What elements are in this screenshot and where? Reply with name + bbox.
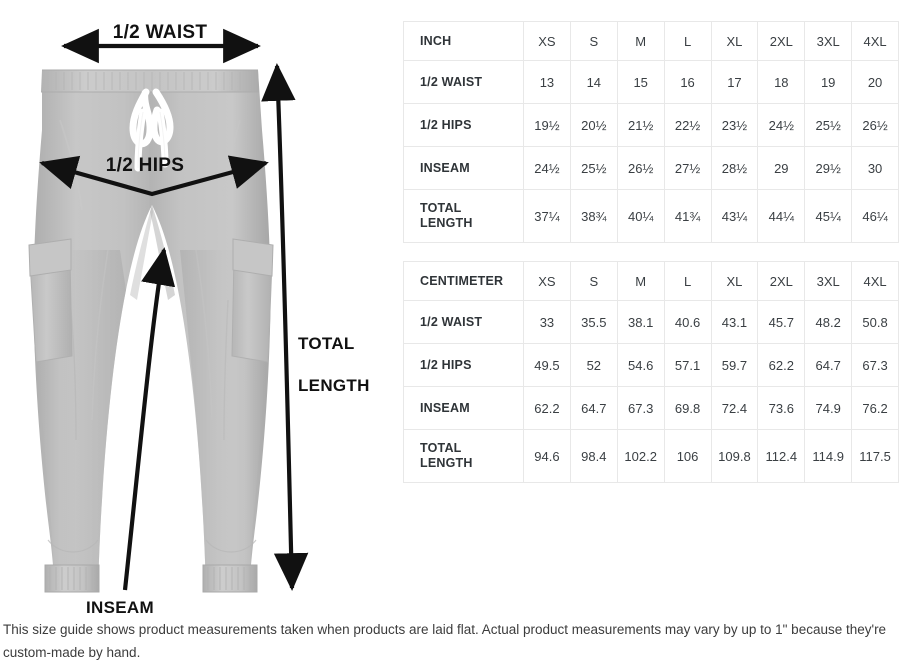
table-row bbox=[404, 344, 899, 387]
unit-header: CENTIMETER bbox=[404, 262, 524, 301]
table-row bbox=[404, 61, 899, 104]
measurement-value: 43.1 bbox=[711, 301, 758, 344]
measurement-value: 13 bbox=[524, 61, 571, 104]
measurement-value: 25½ bbox=[570, 147, 617, 190]
table-row bbox=[404, 430, 899, 483]
measurement-value: 57.1 bbox=[664, 344, 711, 387]
measurement-label-line: INSEAM bbox=[420, 401, 470, 415]
measurement-value: 50.8 bbox=[852, 301, 899, 344]
measurement-value: 37¼ bbox=[524, 190, 571, 243]
measurement-value: 64.7 bbox=[805, 344, 852, 387]
size-header-l: L bbox=[664, 22, 711, 61]
table-header-row bbox=[404, 22, 899, 61]
table-row bbox=[404, 104, 899, 147]
cargo-pocket-left bbox=[29, 239, 72, 362]
size-header-m: M bbox=[617, 22, 664, 61]
waist-label: 1/2 WAIST bbox=[112, 22, 208, 43]
measurement-label-line: LENGTH bbox=[420, 456, 473, 470]
measurement-value: 74.9 bbox=[805, 387, 852, 430]
measurement-value: 14 bbox=[570, 61, 617, 104]
measurement-value: 48.2 bbox=[805, 301, 852, 344]
measurement-value: 20½ bbox=[570, 104, 617, 147]
measurement-value: 29 bbox=[758, 147, 805, 190]
measurement-label-line: TOTAL bbox=[420, 201, 462, 215]
cargo-pocket-right bbox=[232, 239, 273, 362]
measurement-value: 30 bbox=[852, 147, 899, 190]
measurement-value: 72.4 bbox=[711, 387, 758, 430]
measurement-value: 43¼ bbox=[711, 190, 758, 243]
measurement-value: 23½ bbox=[711, 104, 758, 147]
size-header-xl: XL bbox=[711, 262, 758, 301]
size-header-s: S bbox=[570, 22, 617, 61]
total-length-label-line2: LENGTH bbox=[298, 376, 370, 395]
measurement-value: 69.8 bbox=[664, 387, 711, 430]
size-tables-container bbox=[403, 21, 899, 483]
measurement-value: 35.5 bbox=[570, 301, 617, 344]
table-header-row bbox=[404, 262, 899, 301]
measurement-label bbox=[404, 190, 524, 243]
measurement-value: 38¾ bbox=[570, 190, 617, 243]
measurement-label bbox=[404, 430, 524, 483]
measurement-label bbox=[404, 344, 524, 387]
measurement-label-line: 1/2 WAIST bbox=[420, 315, 483, 329]
size-header-3xl: 3XL bbox=[805, 262, 852, 301]
measurement-value: 28½ bbox=[711, 147, 758, 190]
measurement-value: 67.3 bbox=[852, 344, 899, 387]
measurement-value: 98.4 bbox=[570, 430, 617, 483]
measurement-value: 26½ bbox=[617, 147, 664, 190]
measurement-label-line: LENGTH bbox=[420, 216, 473, 230]
size-header-3xl: 3XL bbox=[805, 22, 852, 61]
pants-measurement-diagram bbox=[0, 0, 400, 620]
measurement-value: 106 bbox=[664, 430, 711, 483]
measurement-label-line: 1/2 WAIST bbox=[420, 75, 483, 89]
measurement-value: 22½ bbox=[664, 104, 711, 147]
measurement-label bbox=[404, 104, 524, 147]
inseam-label: INSEAM bbox=[86, 598, 154, 617]
measurement-value: 114.9 bbox=[805, 430, 852, 483]
inch-table bbox=[403, 21, 899, 243]
measurement-value: 54.6 bbox=[617, 344, 664, 387]
size-guide-footnote: This size guide shows product measurements taken when products are laid flat. Actual product measurements may vary by up to 1" because they're custom-made by hand. bbox=[3, 622, 887, 660]
measurement-label bbox=[404, 147, 524, 190]
measurement-value: 25½ bbox=[805, 104, 852, 147]
measurement-value: 40.6 bbox=[664, 301, 711, 344]
measurement-value: 67.3 bbox=[617, 387, 664, 430]
size-header-xs: XS bbox=[524, 262, 571, 301]
table-row bbox=[404, 387, 899, 430]
measurement-value: 33 bbox=[524, 301, 571, 344]
measurement-value: 19½ bbox=[524, 104, 571, 147]
measurement-value: 46¼ bbox=[852, 190, 899, 243]
measurement-value: 52 bbox=[570, 344, 617, 387]
measurement-value: 16 bbox=[664, 61, 711, 104]
measurement-value: 44¼ bbox=[758, 190, 805, 243]
hips-label: 1/2 HIPS bbox=[105, 155, 185, 176]
cuff-right bbox=[203, 565, 257, 592]
measurement-value: 17 bbox=[711, 61, 758, 104]
pants-illustration bbox=[0, 0, 400, 620]
measurement-value: 59.7 bbox=[711, 344, 758, 387]
measurement-value: 45¼ bbox=[805, 190, 852, 243]
waistband bbox=[41, 70, 259, 92]
measurement-label-line: TOTAL bbox=[420, 441, 462, 455]
inseam-arrow bbox=[125, 250, 164, 590]
size-header-2xl: 2XL bbox=[758, 262, 805, 301]
measurement-value: 62.2 bbox=[758, 344, 805, 387]
measurement-label-line: 1/2 HIPS bbox=[420, 118, 472, 132]
total-length-label-line1: TOTAL bbox=[298, 334, 355, 353]
size-header-xl: XL bbox=[711, 22, 758, 61]
measurement-value: 64.7 bbox=[570, 387, 617, 430]
measurement-label bbox=[404, 61, 524, 104]
centimeter-table bbox=[403, 261, 899, 483]
size-header-2xl: 2XL bbox=[758, 22, 805, 61]
measurement-value: 62.2 bbox=[524, 387, 571, 430]
measurement-value: 112.4 bbox=[758, 430, 805, 483]
measurement-value: 117.5 bbox=[852, 430, 899, 483]
size-header-xs: XS bbox=[524, 22, 571, 61]
measurement-value: 18 bbox=[758, 61, 805, 104]
table-row bbox=[404, 190, 899, 243]
measurement-value: 26½ bbox=[852, 104, 899, 147]
measurement-value: 20 bbox=[852, 61, 899, 104]
measurement-value: 27½ bbox=[664, 147, 711, 190]
measurement-label bbox=[404, 387, 524, 430]
measurement-value: 102.2 bbox=[617, 430, 664, 483]
table-row bbox=[404, 301, 899, 344]
measurement-value: 40¼ bbox=[617, 190, 664, 243]
measurement-label-line: 1/2 HIPS bbox=[420, 358, 472, 372]
measurement-value: 109.8 bbox=[711, 430, 758, 483]
total-length-label bbox=[298, 312, 370, 396]
measurement-value: 21½ bbox=[617, 104, 664, 147]
measurement-value: 38.1 bbox=[617, 301, 664, 344]
size-header-m: M bbox=[617, 262, 664, 301]
measurement-value: 24½ bbox=[758, 104, 805, 147]
measurement-value: 76.2 bbox=[852, 387, 899, 430]
measurement-value: 19 bbox=[805, 61, 852, 104]
measurement-value: 49.5 bbox=[524, 344, 571, 387]
size-header-l: L bbox=[664, 262, 711, 301]
measurement-value: 24½ bbox=[524, 147, 571, 190]
total-length-arrow bbox=[277, 66, 292, 588]
measurement-value: 45.7 bbox=[758, 301, 805, 344]
measurement-label bbox=[404, 301, 524, 344]
measurement-value: 94.6 bbox=[524, 430, 571, 483]
size-header-4xl: 4XL bbox=[852, 22, 899, 61]
measurement-value: 29½ bbox=[805, 147, 852, 190]
size-header-4xl: 4XL bbox=[852, 262, 899, 301]
measurement-value: 41¾ bbox=[664, 190, 711, 243]
table-row bbox=[404, 147, 899, 190]
measurement-value: 15 bbox=[617, 61, 664, 104]
unit-header: INCH bbox=[404, 22, 524, 61]
measurement-value: 73.6 bbox=[758, 387, 805, 430]
size-header-s: S bbox=[570, 262, 617, 301]
measurement-label-line: INSEAM bbox=[420, 161, 470, 175]
cuff-left bbox=[45, 565, 99, 592]
